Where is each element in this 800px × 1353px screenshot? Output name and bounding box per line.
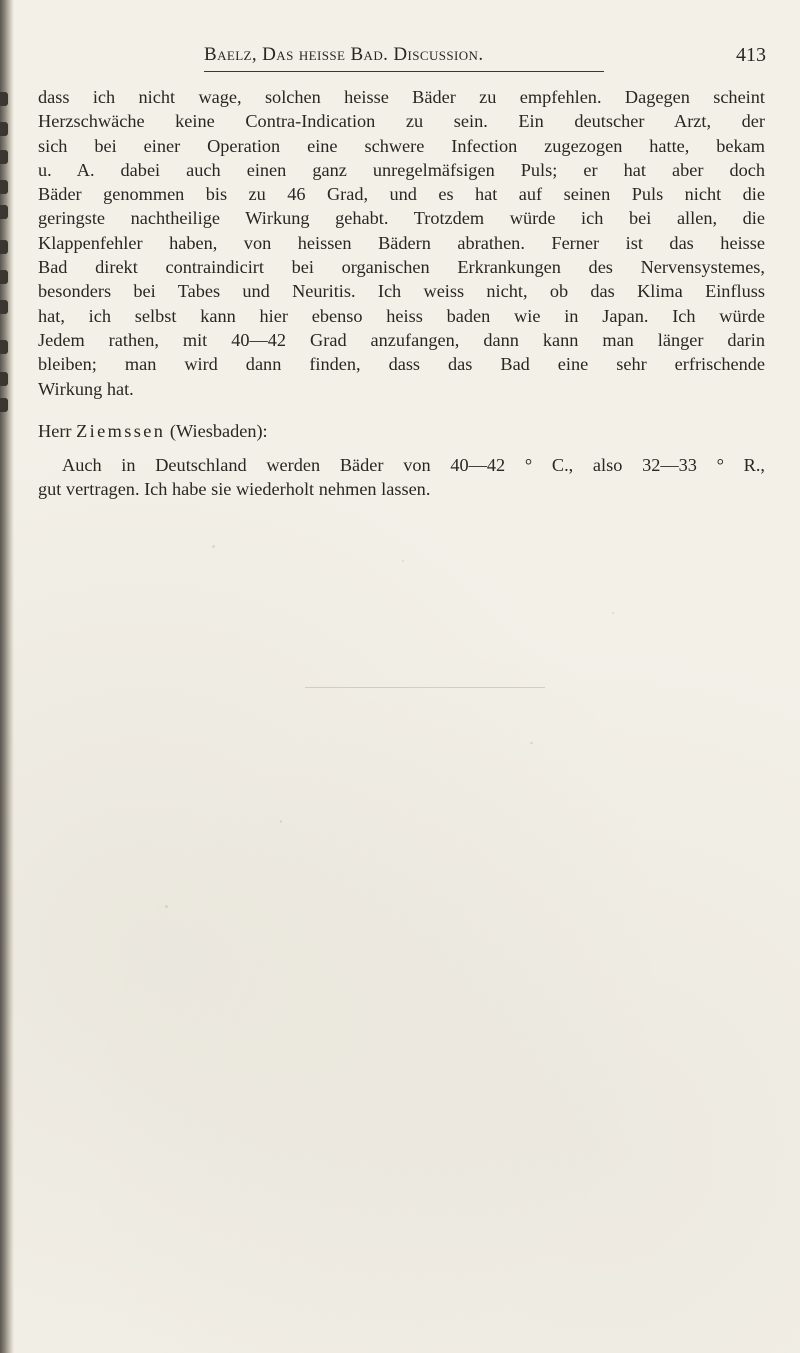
paragraph-gap	[38, 443, 765, 453]
paper-speck	[612, 612, 614, 614]
header-rule	[204, 71, 604, 72]
text-line: u. A. dabei auch einen ganz unregelmäfsigen Puls; er hat aber doch	[38, 159, 765, 180]
binding-mark	[0, 180, 8, 194]
text-line: sich bei einer Operation eine schwere Infection zugezogen hatte, bekam	[38, 135, 765, 156]
paper-speck	[280, 820, 282, 823]
paragraph-gap	[38, 401, 765, 419]
text-line: geringste nachtheilige Wirkung gehabt. Trotzdem würde ich bei allen, die	[38, 208, 765, 229]
text-line: hat, ich selbst kann hier ebenso heiss baden wie in Japan. Ich würde	[38, 305, 765, 326]
paper-speck	[165, 905, 168, 908]
paper-speck	[530, 742, 533, 744]
text-line: Bad direkt contraindicirt bei organischen Erkrankungen des Nervensystemes,	[38, 257, 765, 278]
text-line: Bäder genommen bis zu 46 Grad, und es hat auf seinen Puls nicht die	[38, 184, 765, 205]
binding-mark	[0, 300, 8, 314]
speaker-name: Ziemssen	[76, 420, 166, 441]
text-line: bleiben; man wird dann finden, dass das Bad eine sehr erfrischende	[38, 354, 765, 375]
speaker-prefix: Herr	[38, 420, 77, 441]
paragraph-1	[38, 85, 765, 401]
text-line: gut vertragen. Ich habe sie wiederholt nehmen lassen.	[38, 479, 431, 500]
page-number: 413	[736, 44, 766, 66]
binding-mark	[0, 340, 8, 354]
text-line: dass ich nicht wage, solchen heisse Bäder zu empfehlen. Dagegen scheint	[38, 87, 765, 107]
binding-mark	[0, 372, 8, 386]
binding-mark	[0, 270, 8, 284]
show-through-rule	[305, 687, 545, 688]
paragraph-2	[38, 453, 765, 502]
running-title: Baelz, Das heisse Bad. Discussion.	[204, 44, 484, 65]
binding-mark	[0, 92, 8, 106]
binding-mark	[0, 205, 8, 219]
binding-mark	[0, 240, 8, 254]
paper-speck	[402, 560, 404, 562]
binding-mark	[0, 150, 8, 164]
text-line: besonders bei Tabes und Neuritis. Ich weiss nicht, ob das Klima Einfluss	[38, 281, 765, 302]
text-line: Wirkung hat.	[38, 378, 134, 399]
binding-mark	[0, 398, 8, 412]
text-line: Auch in Deutschland werden Bäder von 40—42 ° C., also 32—33 ° R.,	[62, 455, 765, 476]
speaker-location: (Wiesbaden):	[165, 420, 268, 441]
text-line: Herzschwäche keine Contra-Indication zu sein. Ein deutscher Arzt, der	[38, 111, 765, 132]
running-head	[36, 44, 766, 74]
text-line: Klappenfehler haben, von heissen Bädern abrathen. Ferner ist das heisse	[38, 232, 765, 253]
text-line: Jedem rathen, mit 40—42 Grad anzufangen, dann kann man länger darin	[38, 329, 765, 350]
book-spine-shadow	[0, 0, 14, 1353]
paper-speck	[212, 545, 215, 548]
speaker-heading	[38, 419, 765, 443]
body-text	[38, 85, 765, 502]
binding-mark	[0, 122, 8, 136]
